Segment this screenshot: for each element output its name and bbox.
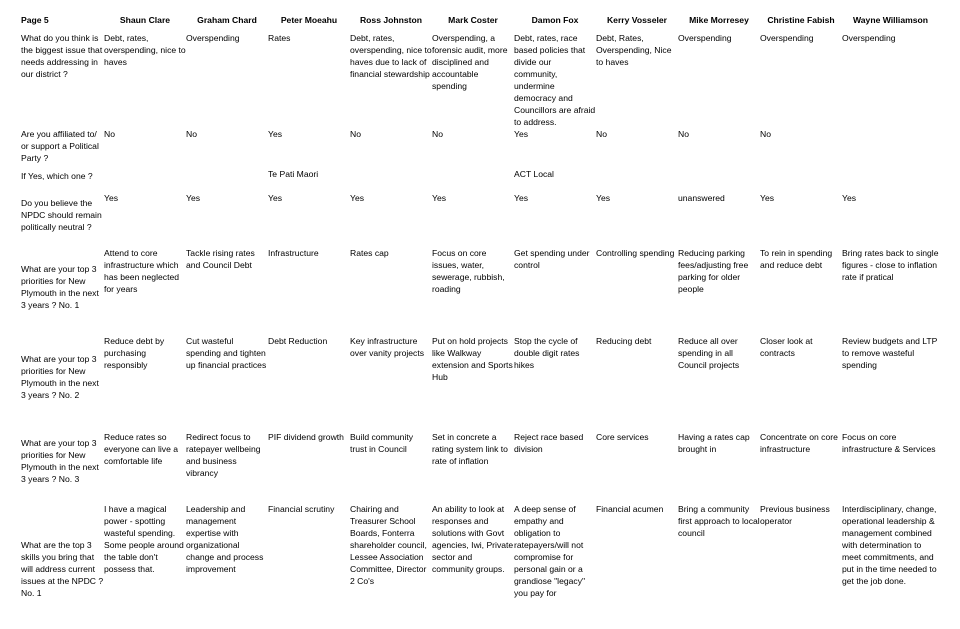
table-row: [21, 335, 939, 431]
answer-cell: Debt, rates, race based policies that divide our community, undermine democracy and Councillors are afraid to address.: [514, 33, 596, 127]
answer-cell: [596, 168, 678, 192]
answer-cell: I have a magical power - spotting wasteful spending. Some people around the table don't possess that.: [104, 504, 184, 574]
answer-cell: Debt, rates, overspending, nice to haves: [104, 33, 186, 67]
answer-cell: Overspending, a forensic audit, more disciplined and accountable spending: [432, 33, 508, 91]
answer-cell: Cut wasteful spending and tighten up financial practices: [186, 336, 267, 370]
answer-cell: Chairing and Treasurer School Boards, Fonterra shareholder council, Lessee Association Committee, Director 2 Co's: [350, 504, 427, 586]
table-row: [21, 128, 939, 168]
candidate-name: Shaun Clare: [119, 15, 171, 25]
candidate-name: Damon Fox: [531, 15, 579, 25]
answer-cell: No: [678, 129, 689, 139]
answer-cell: Interdisciplinary, change, operational leadership & management combined with determination to meet commitments, and put in the time needed to get the job done.: [842, 504, 937, 586]
answer-cell: Rates cap: [350, 248, 389, 258]
answer-cell: Financial acumen: [596, 504, 664, 514]
answer-cell: [186, 168, 268, 192]
answer-cell: Overspending: [186, 33, 240, 43]
answer-cell: Reducing debt: [596, 336, 652, 346]
table-row: [21, 168, 939, 192]
answer-cell: An ability to look at responses and solutions with Govt agencies, Iwi, Private sector and community groups.: [432, 504, 514, 574]
answer-cell: [104, 168, 186, 192]
question-cell: Are you affiliated to/ or support a Political Party ?: [21, 129, 99, 163]
answer-cell: [842, 168, 939, 192]
answer-cell: Overspending: [678, 33, 732, 43]
answer-cell: Key infrastructure over vanity projects: [350, 336, 425, 358]
answer-cell: No: [104, 129, 115, 139]
answer-cell: Yes: [186, 193, 201, 203]
answer-cell: Redirect focus to ratepayer wellbeing and business vibrancy: [186, 432, 261, 478]
question-cell: What do you think is the biggest issue that needs addressing in our district ?: [21, 33, 103, 79]
answer-cell: Put on hold projects like Walkway extension and Sports Hub: [432, 336, 513, 382]
answer-cell: Yes: [760, 193, 775, 203]
answer-cell: Overspending: [760, 33, 814, 43]
answer-cell: Yes: [514, 193, 529, 203]
answer-cell: No: [596, 129, 607, 139]
candidate-name: Mike Morresey: [689, 15, 749, 25]
answer-cell: Reduce rates so everyone can live a comfortable life: [104, 432, 179, 466]
answer-cell: Having a rates cap brought in: [678, 432, 750, 454]
answer-cell: Overspending: [842, 33, 896, 43]
answer-cell: Yes: [268, 193, 283, 203]
candidate-name: Kerry Vosseler: [606, 15, 668, 25]
candidate-survey-table: [21, 14, 939, 629]
answer-cell: Bring a community first approach to local council: [678, 504, 760, 538]
answer-cell: Concentrate on core infrastructure: [760, 432, 838, 454]
answer-cell: Tackle rising rates and Council Debt: [186, 248, 255, 270]
answer-cell: Previous business operator: [760, 504, 830, 526]
header-row: [21, 14, 939, 32]
answer-cell: Financial scrutiny: [268, 504, 335, 514]
answer-cell: Review budgets and LTP to remove wasteful spending: [842, 336, 938, 370]
answer-cell: Yes: [104, 193, 119, 203]
answer-cell: No: [432, 129, 443, 139]
answer-cell: Focus on core issues, water, sewerage, rubbish, roading: [432, 248, 505, 294]
answer-cell: [432, 168, 514, 192]
answer-cell: Yes: [350, 193, 365, 203]
answer-cell: Yes: [514, 129, 529, 139]
answer-cell: Core services: [596, 432, 649, 442]
answer-cell: Yes: [842, 193, 857, 203]
answer-cell: [678, 168, 760, 192]
answer-cell: Infrastructure: [268, 248, 319, 258]
candidate-name: Wayne Williamson: [852, 15, 929, 25]
answer-cell: Reducing parking fees/adjusting free parking for older people: [678, 248, 749, 294]
table-row: [21, 503, 939, 629]
question-cell: Do you believe the NPDC should remain politically neutral ?: [21, 198, 102, 232]
answer-cell: Build community trust in Council: [350, 432, 414, 454]
answer-cell: Debt, Rates, Overspending, Nice to haves: [596, 33, 672, 67]
answer-cell: Reduce all over spending in all Council projects: [678, 336, 740, 370]
answer-cell: Debt, rates, overspending, nice to haves due to lack of financial stewardship: [350, 33, 432, 79]
question-cell: What are the top 3 skills you bring that will address current issues at the NPDC ? No. 1: [21, 540, 104, 598]
candidate-name: Ross Johnston: [359, 15, 423, 25]
question-cell: What are your top 3 priorities for New Plymouth in the next 3 years ? No. 3: [21, 438, 99, 484]
candidate-name: Peter Moeahu: [280, 15, 338, 25]
answer-cell: No: [186, 129, 197, 139]
answer-cell: [760, 168, 842, 192]
table-row: [21, 431, 939, 503]
answer-cell: Yes: [596, 193, 611, 203]
answer-cell: Reduce debt by purchasing responsibly: [104, 336, 165, 370]
answer-cell: A deep sense of empathy and obligation to ratepayers/will not compromise for personal gain or a grandiose "legacy" you pay for: [514, 504, 586, 598]
table-row: [21, 32, 939, 128]
answer-cell: Debt Reduction: [268, 336, 328, 346]
page-label: Page 5: [21, 15, 49, 25]
question-cell: If Yes, which one ?: [21, 171, 93, 181]
answer-cell: Bring rates back to single figures - close to inflation rate if pratical: [842, 248, 939, 282]
answer-cell: [842, 128, 939, 168]
answer-cell: Yes: [432, 193, 447, 203]
answer-cell: Stop the cycle of double digit rates hikes: [514, 336, 580, 370]
answer-cell: No: [350, 129, 361, 139]
answer-cell: PIF dividend growth: [268, 432, 344, 442]
answer-cell: Focus on core infrastructure & Services: [842, 432, 936, 454]
table-row: [21, 247, 939, 335]
answer-cell: unanswered: [678, 193, 725, 203]
answer-cell: ACT Local: [514, 169, 554, 179]
answer-cell: To rein in spending and reduce debt: [760, 248, 833, 270]
answer-cell: Controlling spending: [596, 248, 675, 258]
answer-cell: No: [760, 129, 771, 139]
table-row: [21, 192, 939, 247]
answer-cell: [350, 168, 432, 192]
candidate-name: Mark Coster: [448, 15, 498, 25]
question-cell: What are your top 3 priorities for New Plymouth in the next 3 years ? No. 2: [21, 354, 99, 400]
candidate-name: Graham Chard: [197, 15, 257, 25]
answer-cell: Closer look at contracts: [760, 336, 813, 358]
question-cell: What are your top 3 priorities for New Plymouth in the next 3 years ? No. 1: [21, 264, 99, 310]
answer-cell: Rates: [268, 33, 291, 43]
answer-cell: Get spending under control: [514, 248, 590, 270]
answer-cell: Te Pati Maori: [268, 169, 319, 179]
candidate-name: Christine Fabish: [767, 15, 835, 25]
answer-cell: Yes: [268, 129, 283, 139]
answer-cell: Set in concrete a rating system link to rate of inflation: [432, 432, 508, 466]
answer-cell: Reject race based division: [514, 432, 584, 454]
answer-cell: Attend to core infrastructure which has been neglected for years: [104, 248, 180, 294]
answer-cell: Leadership and management expertise with organizational change and process improvement: [186, 504, 264, 574]
